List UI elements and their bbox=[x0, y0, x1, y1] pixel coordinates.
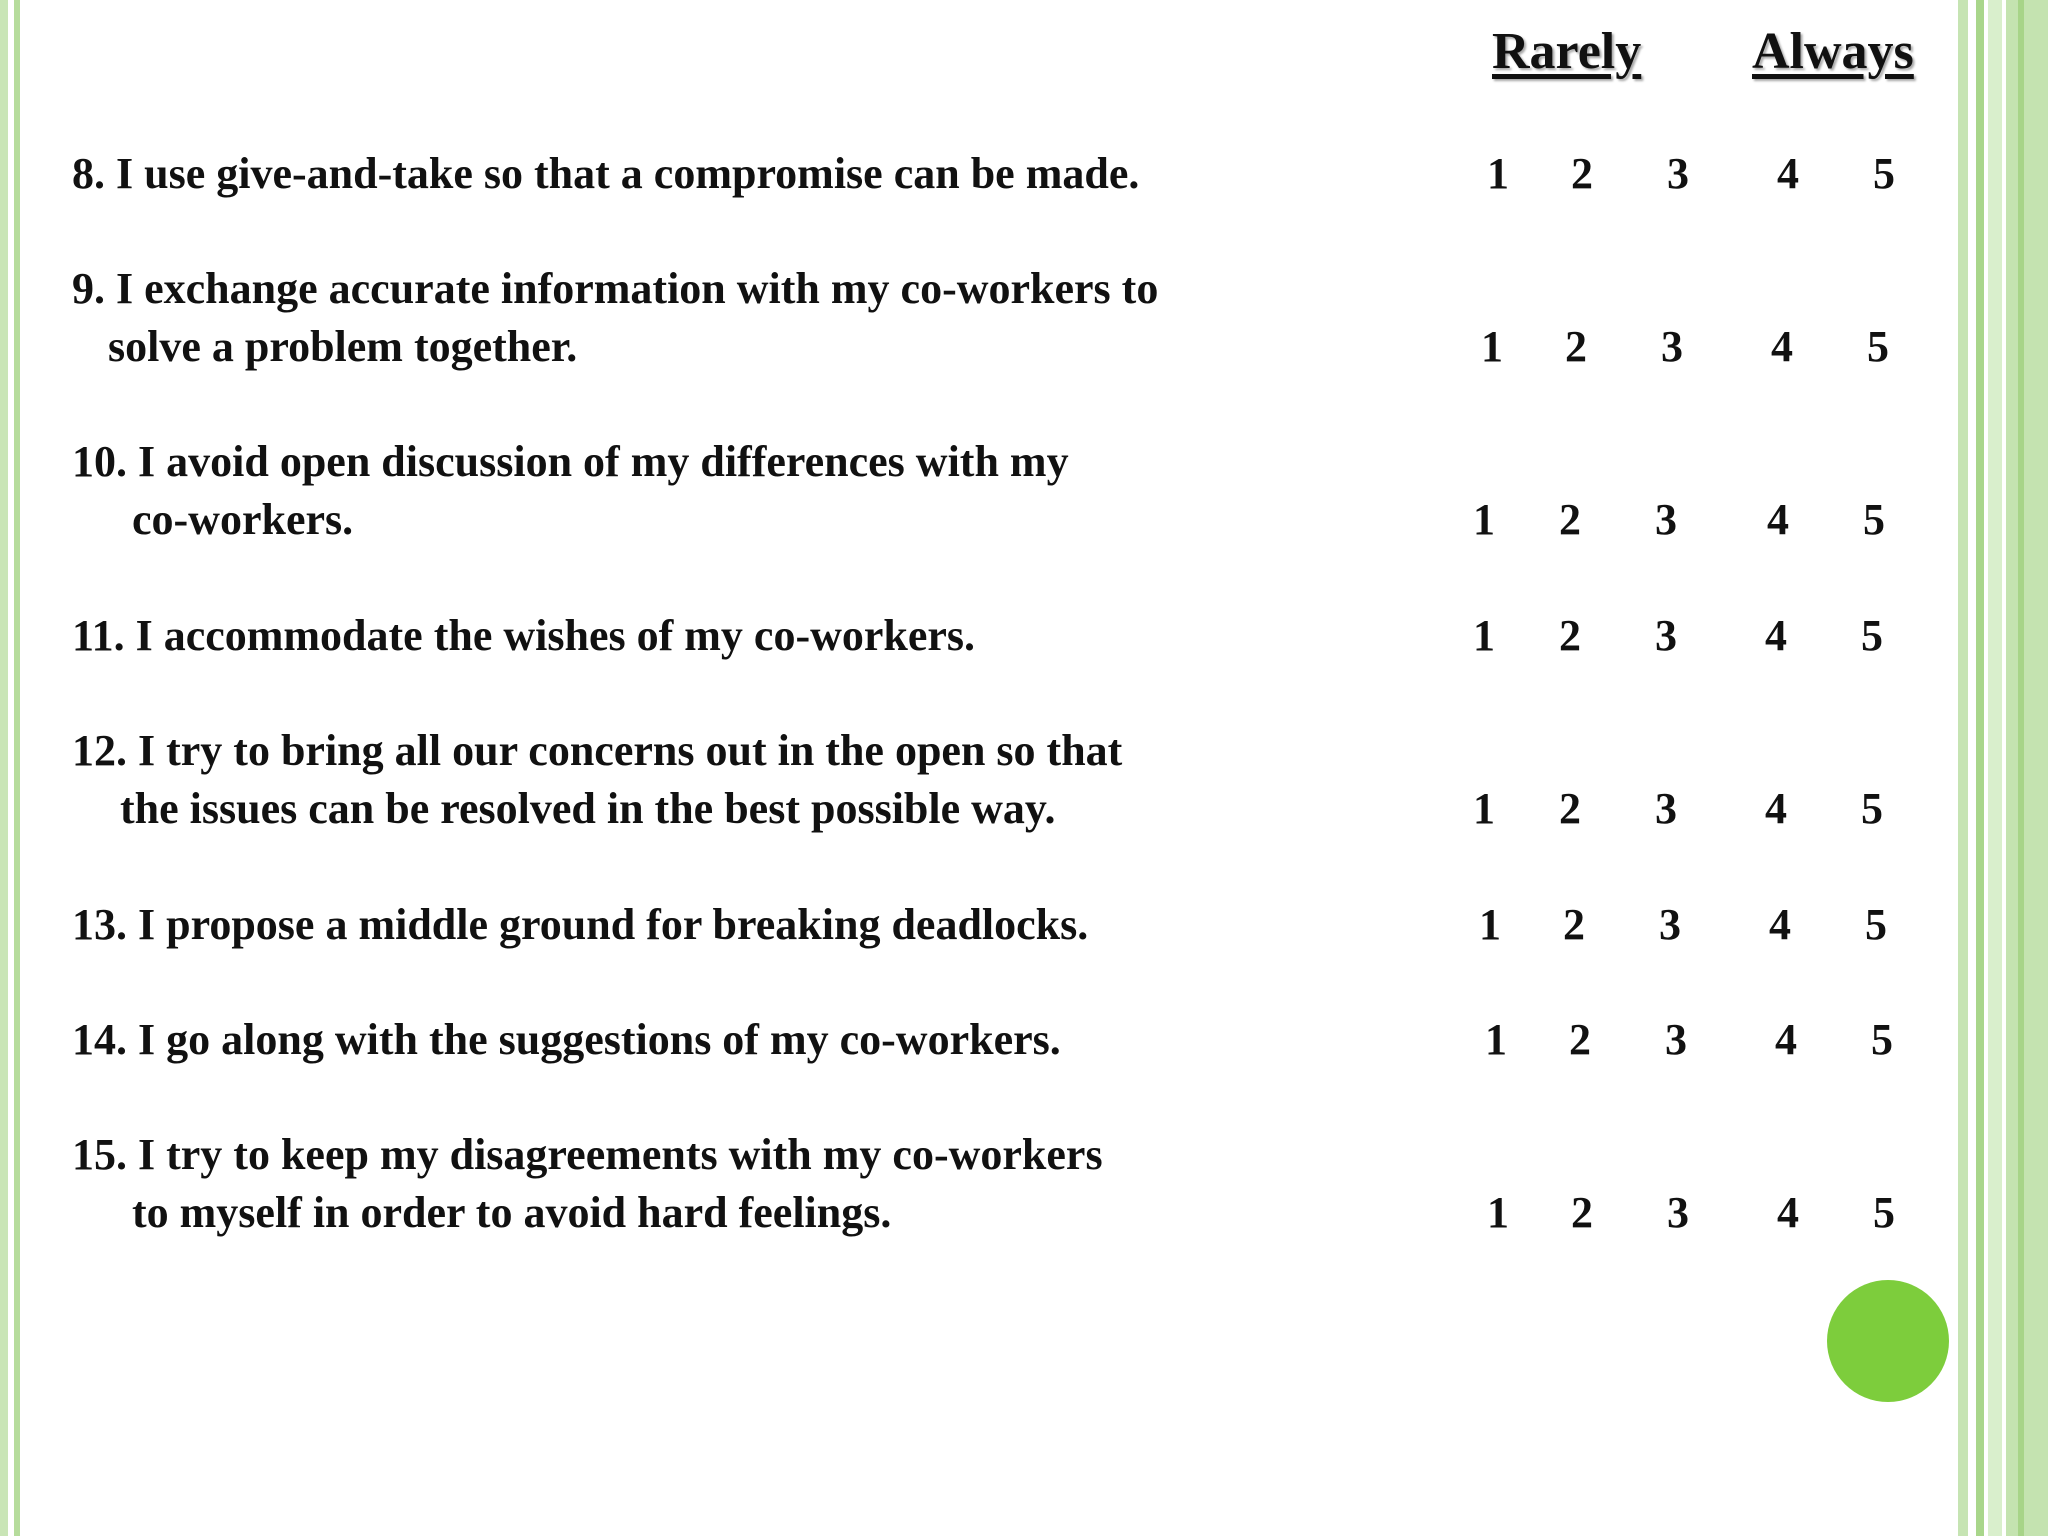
rating-row-question-15 bbox=[1478, 1184, 1918, 1242]
scale-low-label: Rarely bbox=[1492, 23, 1642, 80]
rating-option-4[interactable]: 4 bbox=[1767, 495, 1789, 544]
rating-option-1[interactable]: 1 bbox=[1473, 784, 1495, 833]
rating-option-2[interactable]: 2 bbox=[1565, 322, 1587, 371]
rating-row-question-14 bbox=[1478, 1011, 1918, 1069]
question-text: 12. I try to bring all our concerns out in the open so that bbox=[72, 726, 1123, 775]
rating-option-2[interactable]: 2 bbox=[1571, 1188, 1593, 1237]
scale-header bbox=[1480, 22, 1960, 102]
rating-row-question-10 bbox=[1473, 491, 1918, 549]
right-border-stripe bbox=[1988, 0, 2002, 1536]
rating-option-1[interactable]: 1 bbox=[1481, 322, 1503, 371]
scale-high-label: Always bbox=[1752, 23, 1914, 80]
right-decorative-border bbox=[1958, 0, 2048, 1536]
rating-option-4[interactable]: 4 bbox=[1771, 322, 1793, 371]
rating-option-4[interactable]: 4 bbox=[1775, 1015, 1797, 1064]
rating-row-question-12 bbox=[1473, 780, 1918, 838]
rating-option-5[interactable]: 5 bbox=[1873, 149, 1895, 198]
rating-option-4[interactable]: 4 bbox=[1765, 784, 1787, 833]
rating-option-4[interactable]: 4 bbox=[1777, 149, 1799, 198]
question-10 bbox=[72, 433, 1432, 549]
right-border-stripe bbox=[2006, 0, 2048, 1536]
rating-row-question-9 bbox=[1478, 318, 1918, 376]
rating-option-5[interactable]: 5 bbox=[1873, 1188, 1895, 1237]
rating-option-2[interactable]: 2 bbox=[1571, 149, 1593, 198]
rating-row-question-8 bbox=[1478, 145, 1918, 203]
rating-option-1[interactable]: 1 bbox=[1485, 1015, 1507, 1064]
rating-option-2[interactable]: 2 bbox=[1563, 900, 1585, 949]
question-8 bbox=[72, 145, 1432, 203]
question-11 bbox=[72, 607, 1432, 665]
rating-option-4[interactable]: 4 bbox=[1765, 611, 1787, 660]
rating-option-1[interactable]: 1 bbox=[1479, 900, 1501, 949]
rating-option-5[interactable]: 5 bbox=[1867, 322, 1889, 371]
question-text: 11. I accommodate the wishes of my co-workers. bbox=[72, 611, 976, 660]
rating-option-2[interactable]: 2 bbox=[1559, 495, 1581, 544]
question-14 bbox=[72, 1011, 1432, 1069]
question-text: 8. I use give-and-take so that a compromise can be made. bbox=[72, 149, 1140, 198]
rating-option-3[interactable]: 3 bbox=[1661, 322, 1683, 371]
question-text-continued: to myself in order to avoid hard feelings. bbox=[132, 1188, 892, 1237]
rating-option-3[interactable]: 3 bbox=[1667, 149, 1689, 198]
rating-option-5[interactable]: 5 bbox=[1871, 1015, 1893, 1064]
question-text: 13. I propose a middle ground for breaking deadlocks. bbox=[72, 900, 1089, 949]
rating-row-question-11 bbox=[1473, 607, 1918, 665]
question-text: 10. I avoid open discussion of my differences with my bbox=[72, 437, 1069, 486]
rating-option-5[interactable]: 5 bbox=[1861, 611, 1883, 660]
rating-option-1[interactable]: 1 bbox=[1487, 1188, 1509, 1237]
rating-option-5[interactable]: 5 bbox=[1863, 495, 1885, 544]
rating-option-3[interactable]: 3 bbox=[1667, 1188, 1689, 1237]
accent-circle bbox=[1827, 1280, 1949, 1402]
question-13 bbox=[72, 896, 1432, 954]
rating-option-1[interactable]: 1 bbox=[1487, 149, 1509, 198]
question-text: 14. I go along with the suggestions of my co-workers. bbox=[72, 1015, 1061, 1064]
rating-option-2[interactable]: 2 bbox=[1559, 611, 1581, 660]
right-border-stripe bbox=[2018, 0, 2024, 1536]
question-15 bbox=[72, 1126, 1432, 1242]
question-12 bbox=[72, 722, 1432, 838]
rating-option-4[interactable]: 4 bbox=[1777, 1188, 1799, 1237]
rating-option-5[interactable]: 5 bbox=[1861, 784, 1883, 833]
rating-option-3[interactable]: 3 bbox=[1659, 900, 1681, 949]
question-text-continued: the issues can be resolved in the best possible way. bbox=[120, 784, 1056, 833]
rating-option-3[interactable]: 3 bbox=[1655, 495, 1677, 544]
rating-option-1[interactable]: 1 bbox=[1473, 495, 1495, 544]
rating-option-1[interactable]: 1 bbox=[1473, 611, 1495, 660]
rating-row-question-13 bbox=[1478, 896, 1918, 954]
rating-option-2[interactable]: 2 bbox=[1569, 1015, 1591, 1064]
rating-option-3[interactable]: 3 bbox=[1655, 611, 1677, 660]
right-border-stripe bbox=[1976, 0, 1984, 1536]
rating-option-3[interactable]: 3 bbox=[1655, 784, 1677, 833]
question-text-continued: co-workers. bbox=[132, 495, 354, 544]
question-text-continued: solve a problem together. bbox=[108, 322, 578, 371]
right-border-stripe bbox=[1958, 0, 1968, 1536]
rating-option-4[interactable]: 4 bbox=[1769, 900, 1791, 949]
question-text: 15. I try to keep my disagreements with my co-workers bbox=[72, 1130, 1103, 1179]
question-text: 9. I exchange accurate information with my co-workers to bbox=[72, 264, 1159, 313]
rating-option-2[interactable]: 2 bbox=[1559, 784, 1581, 833]
question-9 bbox=[72, 260, 1432, 376]
rating-option-5[interactable]: 5 bbox=[1865, 900, 1887, 949]
rating-option-3[interactable]: 3 bbox=[1665, 1015, 1687, 1064]
